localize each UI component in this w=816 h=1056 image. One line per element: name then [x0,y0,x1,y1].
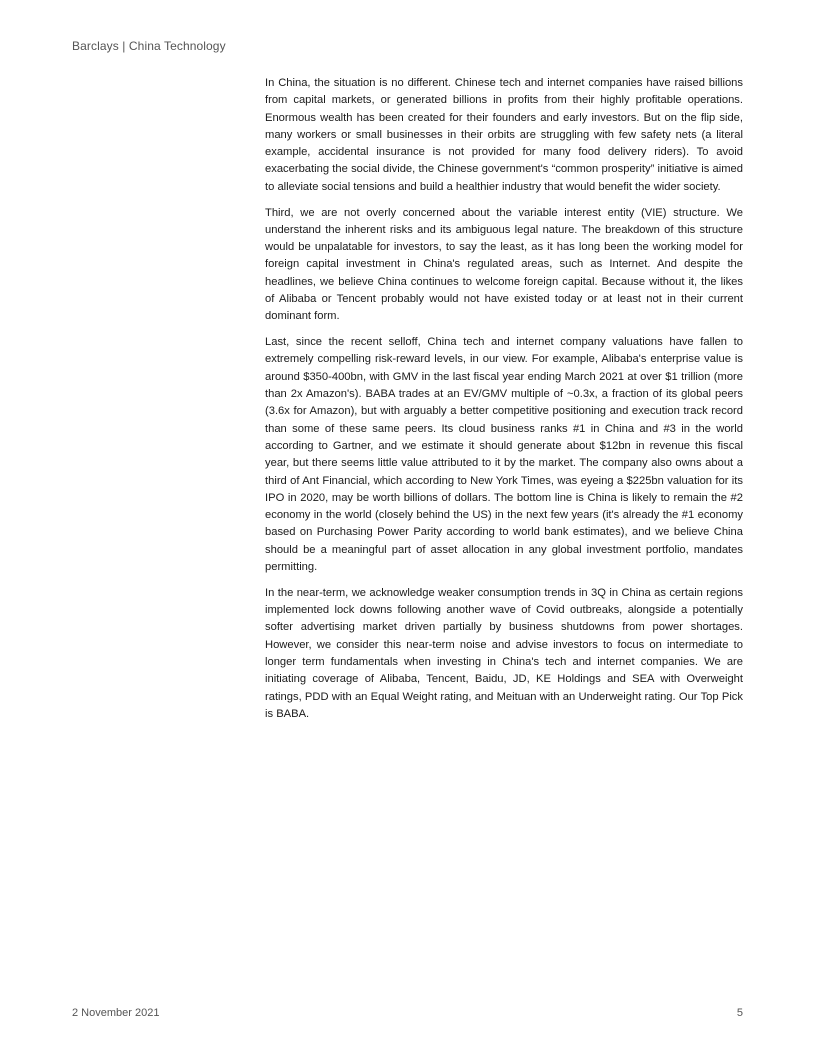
paragraph-vie-structure: Third, we are not overly concerned about the variable interest entity (VIE) structure. We understand the inherent risks and its ambiguous legal nature. The breakdown of this structure would be unpalatable for investors, to say the least, as it has long been the working model for foreign capital investment in China's regulated areas, such as Internet. And despite the headlines, we believe China continues to welcome foreign capital. Because without it, the likes of Alibaba or Tencent probably would not have existed today or at least not in their current dominant form. [265,206,743,323]
page-number: 5 [736,1007,743,1019]
page-header: Barclays | China Technology [72,39,226,53]
footer-date: 2 November 2021 [72,1007,160,1019]
paragraph-common-prosperity: In China, the situation is no different. Chinese tech and internet companies have raised billions from capital markets, or generated billions in profits from their highly profitable operations. Enormous wealth has been created for their founders and early investors. But on the flip side, many workers or small businesses in their orbits are struggling with few safety nets (a literal example, accidental insurance is not provided for many food delivery riders). To avoid exacerbating the social divide, the Chinese government's “common prosperity” initiative is aimed to alleviate social tensions and build a healthier industry that would benefit the wider society. [265,77,743,193]
paragraph-near-term-outlook: In the near-term, we acknowledge weaker consumption trends in 3Q in China as certain regions implemented lock downs following another wave of Covid outbreaks, alongside a potentially softer advertising market driven partially by business shutdowns from power shortages. However, we consider this near-term noise and advise investors to focus on intermediate to longer term fundamentals when investing in China's tech and internet companies. We are initiating coverage of Alibaba, Tencent, Baidu, JD, KE Holdings and SEA with Overweight ratings, PDD with an Equal Weight rating, and Meituan with an Underweight rating. Our Top Pick is BABA. [265,586,743,720]
paragraph-valuations: Last, since the recent selloff, China tech and internet company valuations have fallen to extremely compelling risk-reward levels, in our view. For example, Alibaba's enterprise value is around $350-400bn, with GMV in the last fiscal year ending March 2021 at over $1 trillion (more than 2x Amazon's). BABA trades at an EV/GMV multiple of ~0.3x, a fraction of its global peers (3.6x for Amazon), but with arguably a better competitive positioning and execution track record than some of these same peers. Its cloud business ranks #1 in China and #3 in the world according to Gartner, and we estimate it should generate about $12bn in revenue this fiscal year, but there seems little value attributed to it by the market. The company also owns about a third of Ant Financial, which according to New York Times, was eyeing a $225bn valuation for its IPO in 2020, may be worth billions of dollars. The bottom line is China is likely to remain the #2 economy in the world (closely behind the US) in the next few years (it's already the #1 economy based on Purchasing Power Parity according to world bank estimates), and we believe China should be a meaningful part of asset allocation in any global investment portfolio, mandates permitting. [265,336,743,574]
report-body [265,75,743,732]
